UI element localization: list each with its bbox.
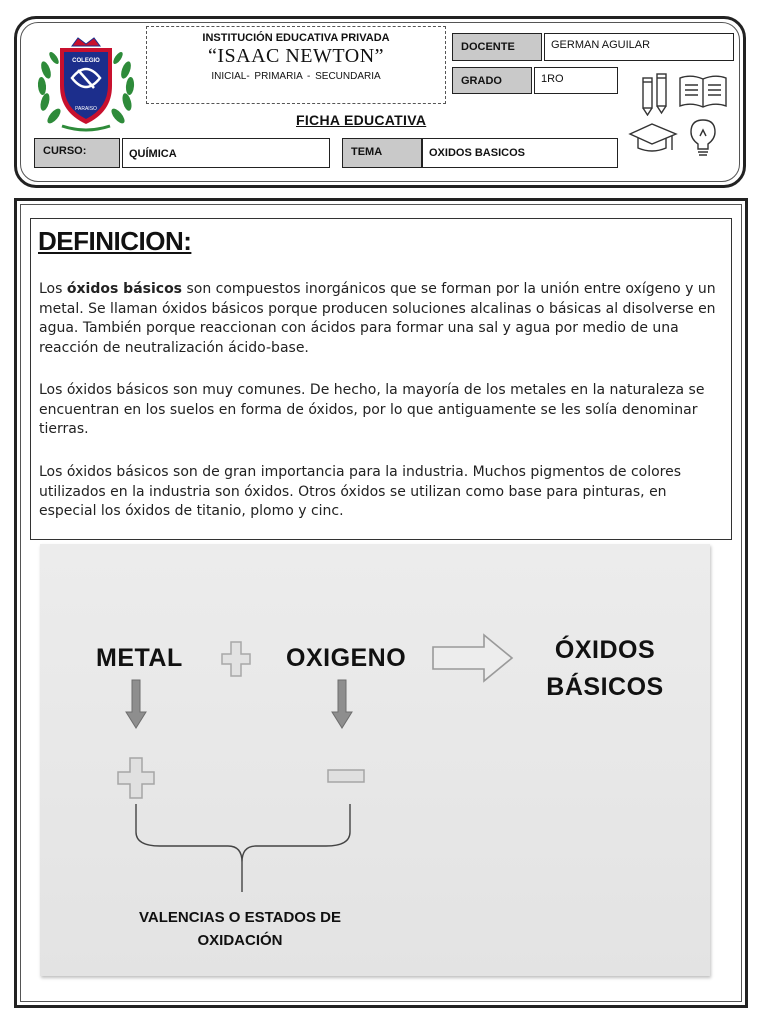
grado-label: GRADO bbox=[452, 67, 532, 94]
definition-title: DEFINICION: bbox=[38, 226, 192, 256]
p1-bold-term: óxidos básicos bbox=[66, 281, 183, 297]
lightbulb-icon bbox=[686, 116, 720, 158]
institution-levels: INICIAL- PRIMARIA - SECUNDARIA bbox=[211, 71, 381, 82]
negative-charge-icon bbox=[326, 766, 366, 786]
graduation-cap-icon bbox=[628, 120, 680, 156]
positive-charge-icon bbox=[116, 756, 156, 800]
docente-value: GERMAN AGUILAR bbox=[544, 33, 734, 61]
tema-value: OXIDOS BASICOS bbox=[422, 138, 618, 168]
p1-start: Los bbox=[39, 281, 67, 297]
institution-type: INSTITUCIÓN EDUCATIVA PRIVADA bbox=[202, 32, 390, 44]
pencils-icon bbox=[640, 72, 670, 116]
institution-box bbox=[146, 26, 446, 104]
caption-line-2: OXIDACIÓN bbox=[197, 932, 283, 949]
school-logo bbox=[32, 30, 140, 134]
down-arrow-icon-oxygen bbox=[330, 678, 354, 730]
result-line-1: ÓXIDOS bbox=[554, 636, 656, 664]
plus-icon bbox=[220, 640, 252, 678]
p1-rest: son compuestos inorgánicos que se forman por la unión entre oxígeno y un metal. Se llaman óxidos básicos porque producen soluciones alcalinas o básicas al disolverse en agua. También porque reaccionan con ácidos para formar una sal y agua por medio de una reacción de neutralización ácido-base. bbox=[39, 281, 716, 356]
paragraph-1 bbox=[39, 280, 719, 358]
curly-brace bbox=[130, 802, 356, 894]
paragraph-2: Los óxidos básicos son muy comunes. De hecho, la mayoría de los metales en la naturaleza se encuentran en los suelos en forma de óxidos, por lo que antiguamente se les solía denominar tierras. bbox=[39, 382, 705, 437]
curso-value: QUÍMICA bbox=[122, 138, 330, 168]
result-line-2: BÁSICOS bbox=[546, 673, 664, 701]
right-arrow-icon bbox=[430, 632, 516, 684]
down-arrow-icon-metal bbox=[124, 678, 148, 730]
docente-label: DOCENTE bbox=[452, 33, 542, 61]
grado-value: 1RO bbox=[534, 67, 618, 94]
result-label bbox=[540, 632, 670, 706]
logo-text-bottom: PARAISO bbox=[75, 106, 97, 112]
metal-label: METAL bbox=[96, 644, 183, 672]
oxigeno-label: OXIGENO bbox=[286, 644, 407, 672]
paragraph-3: Los óxidos básicos son de gran importancia para la industria. Muchos pigmentos de colores utilizados en la industria son óxidos. Otros óxidos se utilizan como base para pinturas, en especial los óxidos de titanio, plomo y cinc. bbox=[39, 464, 682, 519]
logo-text-top: COLEGIO bbox=[72, 58, 100, 64]
tema-label: TEMA bbox=[342, 138, 422, 168]
valencias-caption bbox=[120, 906, 360, 952]
institution-name: “ISAAC NEWTON” bbox=[207, 45, 385, 67]
curso-label: CURSO: bbox=[34, 138, 120, 168]
book-icon bbox=[678, 74, 728, 110]
ficha-title: FICHA EDUCATIVA bbox=[296, 112, 427, 128]
caption-line-1: VALENCIAS O ESTADOS DE bbox=[139, 909, 341, 926]
